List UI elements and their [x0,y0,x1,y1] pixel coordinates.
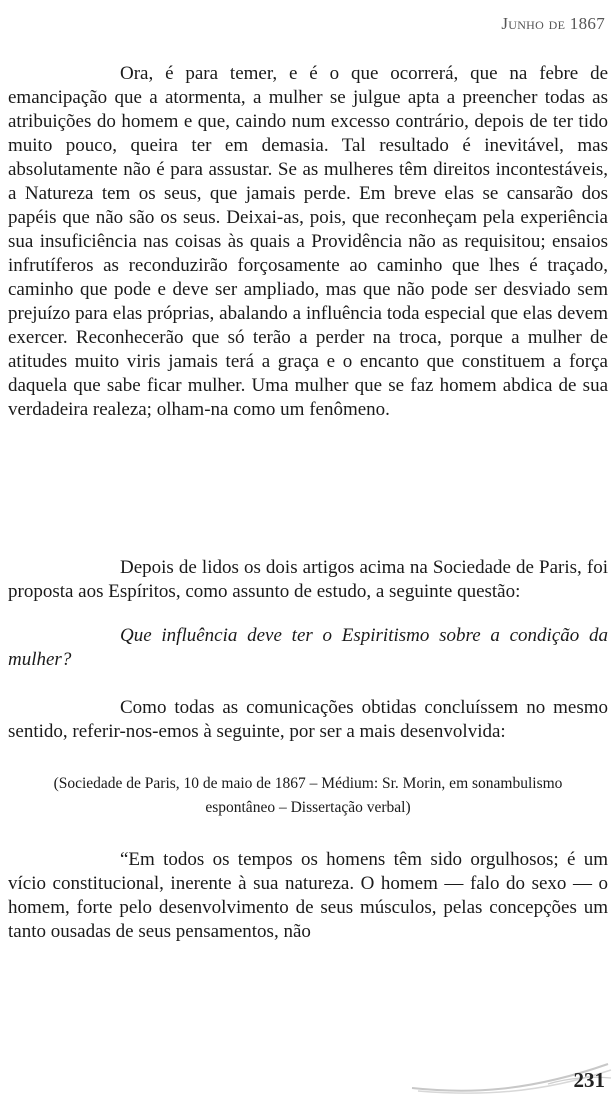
running-header [501,14,605,34]
paragraph-5: “Em todos os tempos os homens têm sido orgulhosos; é um vício constitucional, inerente à sua natureza. O homem — falo do sexo — o homem, forte pelo desenvolvimento de seus músculos, pelas concepções um tanto ousadas de seus pensamentos, não [8,849,608,942]
header-title: Junho de 1867 [501,14,605,33]
page-number: 231 [573,1068,605,1092]
paragraph-2: Depois de lidos os dois artigos acima na Sociedade de Paris, foi proposta aos Espíritos, como assunto de estudo, a seguinte questão: [8,557,608,602]
paragraph-4: Como todas as comunicações obtidas concluíssem no mesmo sentido, referir-nos-emos à seguinte, por ser a mais desenvolvida: [8,697,608,742]
citation-note: (Sociedade de Paris, 10 de maio de 1867 – Médium: Sr. Morin, em sonambulismo espontâneo – Dissertação verbal) [53,775,563,816]
question-paragraph: Que influência deve ter o Espiritismo sobre a condição da mulher? [8,625,608,670]
paragraph-1: Ora, é para temer, e é o que ocorrerá, que na febre de emancipação que a atormenta, a mulher se julgue apta a preencher todas as atribuições do homem e que, caindo num excesso contrário, depois de ter tido muito pouco, queira ter em demasia. Tal resultado é inevitável, mas absolutamente não é para assustar. Se as mulheres têm direitos incontestáveis, a Natureza tem os seus, que jamais perde. Em breve elas se cansarão dos papéis que não são os seus. Deixai-as, pois, que reconheçam pela experiência sua insuficiência nas coisas às quais a Providência não as requisitou; ensaios infrutíferos as reconduzirão forçosamente ao caminho que lhes é traçado, caminho que pode e deve ser ampliado, mas que não pode ser desviado sem prejuízo para elas próprias, abalando a influência toda especial que elas devem exercer. Reconhecerão que só terão a perder na troca, porque a mulher de atitudes muito viris jamais terá a graça e o encanto que constituem a força daquela que sabe ficar mulher. Uma mulher que se faz homem abdica de sua verdadeira realeza; olham-na como um fenômeno. [8,63,608,420]
page-body [8,62,608,944]
